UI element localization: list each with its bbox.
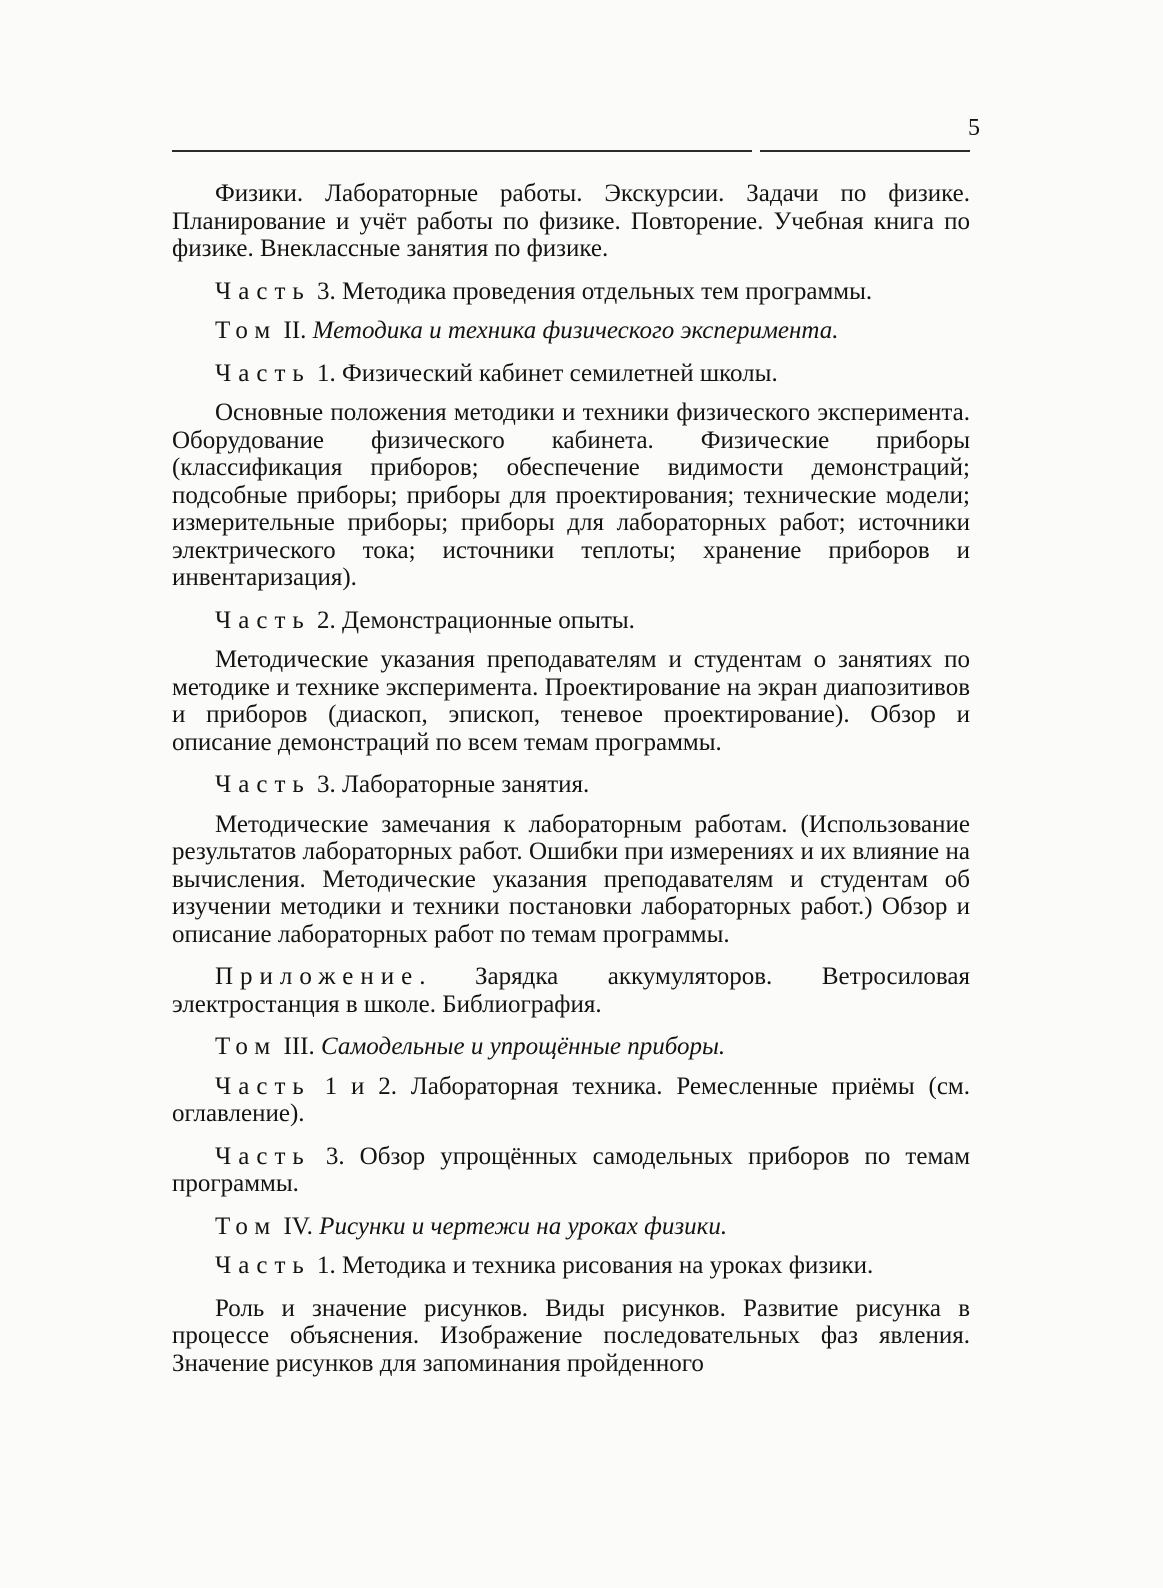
section-heading: Часть 3. Методика проведения отдельных тем программы. — [215, 277, 873, 305]
paragraph: Роль и значение рисунков. Виды рисунков. Развитие рисунка в процессе объяснения. Изображение последовательных фаз явления. Значение рисунков для запоминания пройденного — [172, 1294, 970, 1377]
volume-heading: Том III. Самодельные и упрощённые приборы. — [215, 1033, 726, 1060]
section-heading: Часть 1. Физический кабинет семилетней школы. — [215, 359, 778, 387]
volume-title: Самодельные и упрощённые приборы. — [320, 1033, 726, 1060]
header-rule-left — [172, 150, 752, 152]
paragraph: Методические указания преподавателям и студентам о занятиях по методике и технике эксперимента. Проектирование на экран диапозитивов и приборов (диаскоп, эпископ, теневое проектирование). Обзор и описание демонстраций по всем темам программы. — [172, 646, 970, 756]
volume-label: Том — [215, 1033, 278, 1060]
section-label: Часть — [215, 277, 311, 305]
section-label: Часть — [215, 359, 311, 387]
section-label: Часть — [215, 1252, 311, 1279]
appendix-paragraph: Приложение. Зарядка аккумуляторов. Ветросиловая электростанция в школе. Библиография. — [172, 963, 970, 1018]
volume-label: Том — [215, 317, 278, 344]
section-heading: Часть 1. Методика и техника рисования на уроках физики. — [215, 1252, 874, 1279]
section-label: Часть — [215, 1072, 311, 1100]
page-number: 5 — [968, 115, 980, 141]
paragraph: Физики. Лабораторные работы. Экскурсии. Задачи по физике. Планирование и учёт работы по физике. Повторение. Учебная книга по физике. Внеклассные занятия по физике. — [172, 180, 970, 262]
paragraph: Основные положения методики и техники физического эксперимента. Оборудование физического кабинета. Физические приборы (классификация приборов; обеспечение видимости демонстраций; подсобные приборы; приборы для проектирования; технические модели; измерительные приборы; приборы для лабораторных работ; источники электрического тока; источники теплоты; хранение приборов и инвентаризация). — [172, 399, 970, 591]
section-heading: Часть 2. Демонстрационные опыты. — [215, 606, 635, 634]
volume-heading: Том IV. Рисунки и чертежи на уроках физики. — [215, 1212, 728, 1240]
header-rule-right — [760, 150, 970, 152]
section-label: Часть — [215, 606, 311, 634]
volume-heading: Том II. Методика и техника физического эксперимента. — [215, 317, 839, 344]
volume-title: Методика и техника физического эксперимента. — [312, 317, 839, 344]
page-text — [172, 180, 970, 1392]
volume-label: Том — [215, 1212, 278, 1240]
section-heading: Часть 3. Лабораторные занятия. — [215, 771, 590, 798]
appendix-label: Приложение — [215, 963, 420, 990]
section-heading: Часть 3. Обзор упрощённых самодельных приборов по темам программы. — [172, 1142, 971, 1197]
section-label: Часть — [215, 771, 311, 798]
section-heading: Часть 1 и 2. Лабораторная техника. Ремесленные приёмы (см. оглавление). — [172, 1072, 970, 1127]
volume-title: Рисунки и чертежи на уроках физики. — [319, 1212, 728, 1240]
paragraph: Методические замечания к лабораторным работам. (Использование результатов лабораторных работ. Ошибки при измерениях и их влияние на вычисления. Методические указания преподавателям и студентам об изучении методики и техники постановки лабораторных работ.) Обзор и описание лабораторных работ по темам программы. — [172, 810, 970, 948]
section-label: Часть — [215, 1142, 311, 1170]
